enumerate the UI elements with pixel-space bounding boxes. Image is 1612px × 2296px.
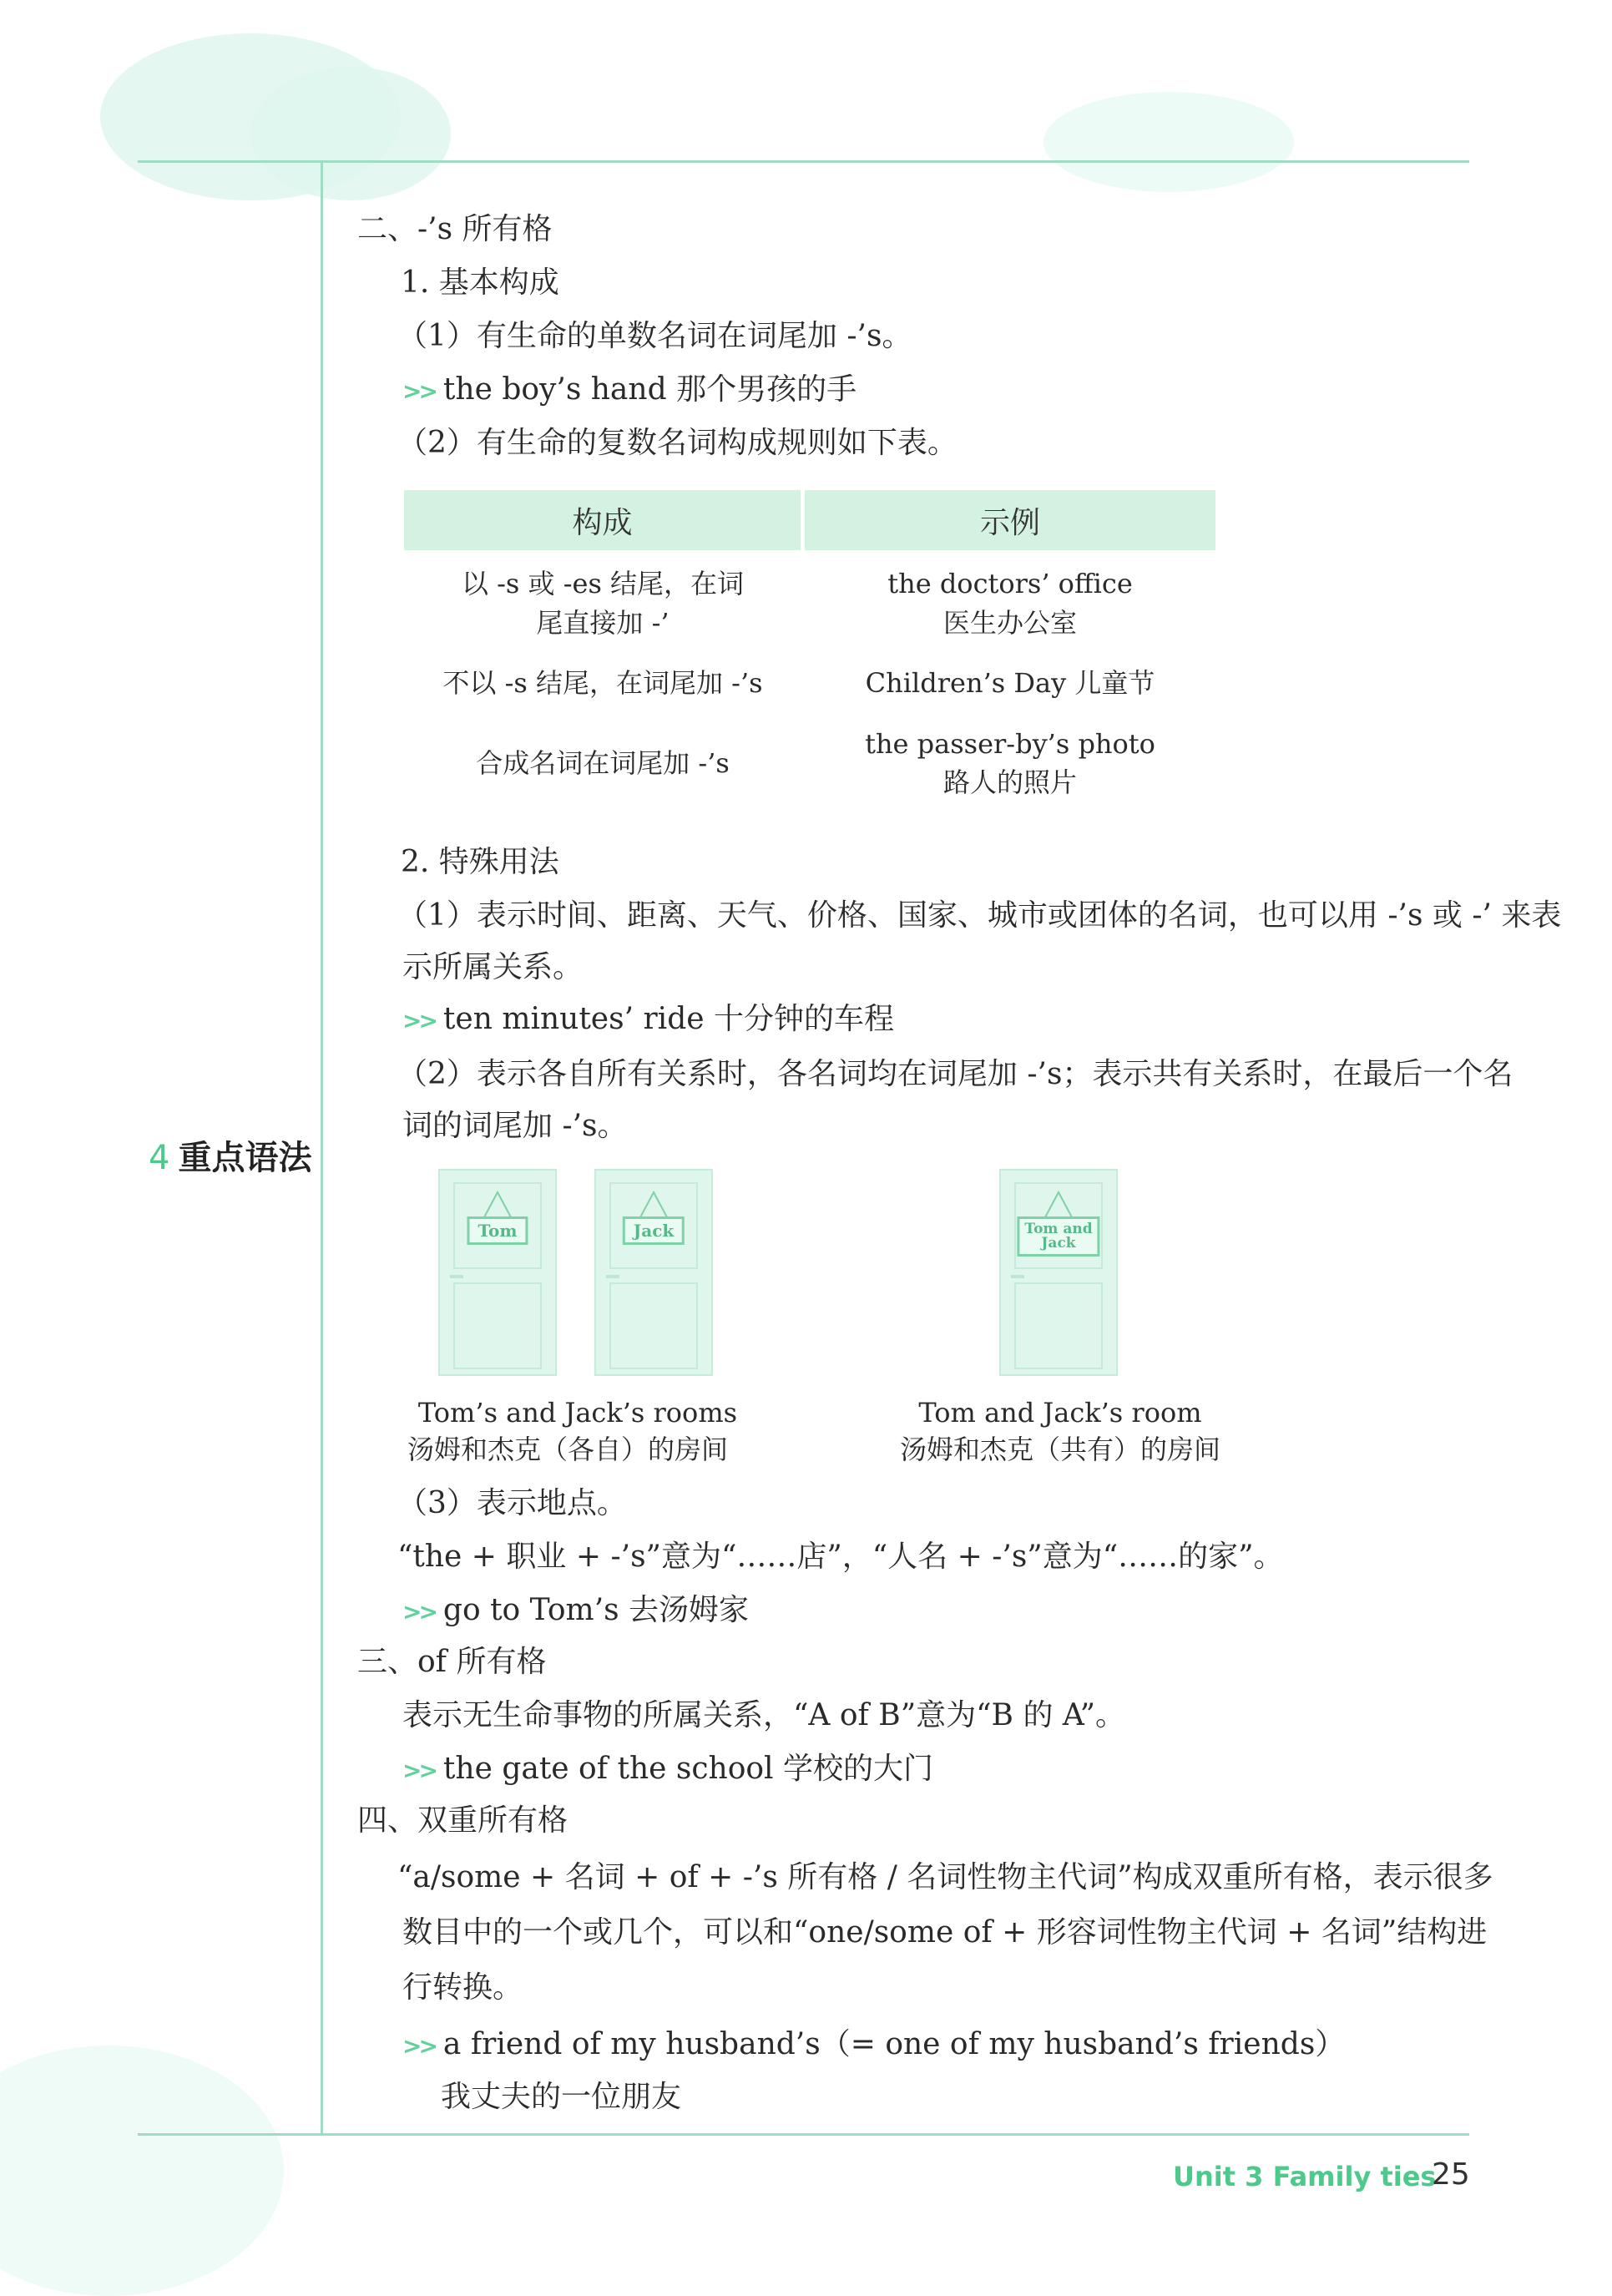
example-line	[402, 1751, 933, 1787]
door-caption: Tom and Jack’s room	[918, 1397, 1202, 1429]
door-caption: 汤姆和杰克（共有）的房间	[899, 1434, 1221, 1465]
example-text: the boy’s hand 那个男孩的手	[442, 372, 857, 407]
table-cell: 路人的照片	[942, 766, 1078, 798]
door-sign: Tom	[467, 1216, 528, 1245]
double-chevron-icon: >>	[402, 2032, 435, 2060]
example-line	[402, 372, 857, 407]
rule-time-place: （1）表示时间、距离、天气、价格、国家、城市或团体的名词，也可以用 -’s 或 -’ 来表	[397, 898, 1562, 933]
of-possessive-desc: 表示无生命事物的所属关系，“A of B”意为“B 的 A”。	[402, 1698, 1126, 1732]
decorative-cloud	[250, 67, 451, 200]
double-possessive-desc: 行转换。	[402, 1970, 523, 2005]
bottom-rule	[138, 2133, 1469, 2136]
example-line	[402, 2026, 1345, 2062]
heading-possessive-s: 二、-’s 所有格	[357, 212, 553, 246]
double-possessive-desc: “a/some + 名词 + of + -’s 所有格 / 名词性物主代词”构成双重所有格，表示很多	[397, 1860, 1493, 1894]
example-line	[402, 1592, 749, 1628]
example-text: ten minutes’ ride 十分钟的车程	[442, 1002, 894, 1036]
section-title: 重点语法	[178, 1139, 312, 1177]
heading-of-possessive: 三、of 所有格	[357, 1645, 547, 1679]
rule-singular: （1）有生命的单数名词在词尾加 -’s。	[397, 319, 912, 353]
rule-place-desc: “the + 职业 + -’s”意为“……店”，“人名 + -’s”意为“……的家”。	[397, 1540, 1284, 1574]
double-chevron-icon: >>	[402, 1757, 435, 1784]
decorative-grass	[0, 2046, 284, 2296]
example-translation: 我丈夫的一位朋友	[441, 2080, 682, 2114]
table-header-cell: 构成	[404, 490, 801, 550]
heading-double-possessive: 四、双重所有格	[357, 1803, 568, 1838]
left-rule	[321, 160, 323, 2135]
table-cell: Children’s Day 儿童节	[865, 667, 1155, 699]
section-number: 4	[149, 1139, 170, 1177]
rule-time-place-cont: 示所属关系。	[402, 950, 584, 984]
door-illustration	[594, 1169, 713, 1376]
table-cell: 以 -s 或 -es 结尾，在词	[461, 568, 745, 599]
table-cell: 合成名词在词尾加 -’s	[476, 747, 730, 779]
door-illustration	[999, 1169, 1118, 1376]
rule-separate-joint-cont: 词的词尾加 -’s。	[402, 1109, 628, 1143]
page-number: 25	[1432, 2157, 1470, 2192]
decorative-cloud	[1044, 92, 1294, 192]
door-sign-line: Tom and	[1024, 1221, 1093, 1237]
section-label	[149, 1131, 311, 1179]
top-rule	[138, 160, 1469, 163]
rule-separate-joint: （2）表示各自所有关系时，各名词均在词尾加 -’s；表示共有关系时，在最后一个名	[397, 1057, 1513, 1091]
subheading-basic: 1. 基本构成	[401, 266, 559, 300]
double-chevron-icon: >>	[402, 1007, 435, 1034]
door-caption: Tom’s and Jack’s rooms	[417, 1397, 738, 1429]
subheading-special: 2. 特殊用法	[401, 845, 559, 879]
example-text: go to Tom’s 去汤姆家	[442, 1593, 750, 1627]
rule-place: （3）表示地点。	[397, 1486, 627, 1520]
example-line	[402, 1001, 894, 1037]
table-cell: 不以 -s 结尾，在词尾加 -’s	[442, 667, 763, 699]
double-possessive-desc: 数目中的一个或几个，可以和“one/some of + 形容词性物主代词 + 名词”结构进	[402, 1915, 1488, 1950]
example-text: the gate of the school 学校的大门	[442, 1752, 934, 1786]
table-cell: the doctors’ office	[887, 568, 1133, 599]
example-text: a friend of my husband’s（= one of my husband’s friends）	[442, 2027, 1346, 2061]
footer-unit-title: Unit 3 Family ties	[1173, 2161, 1437, 2192]
table-header-cell: 示例	[805, 490, 1215, 550]
rule-plural: （2）有生命的复数名词构成规则如下表。	[397, 426, 958, 460]
double-chevron-icon: >>	[402, 1598, 435, 1626]
door-illustration	[438, 1169, 557, 1376]
door-sign	[1017, 1216, 1099, 1257]
double-chevron-icon: >>	[402, 377, 435, 405]
door-sign-line: Jack	[1041, 1235, 1076, 1252]
table-cell: 尾直接加 -’	[536, 607, 670, 639]
table-cell: the passer-by’s photo	[865, 728, 1155, 760]
door-caption: 汤姆和杰克（各自）的房间	[407, 1434, 729, 1465]
table-cell: 医生办公室	[942, 607, 1078, 639]
door-sign: Jack	[623, 1216, 685, 1245]
